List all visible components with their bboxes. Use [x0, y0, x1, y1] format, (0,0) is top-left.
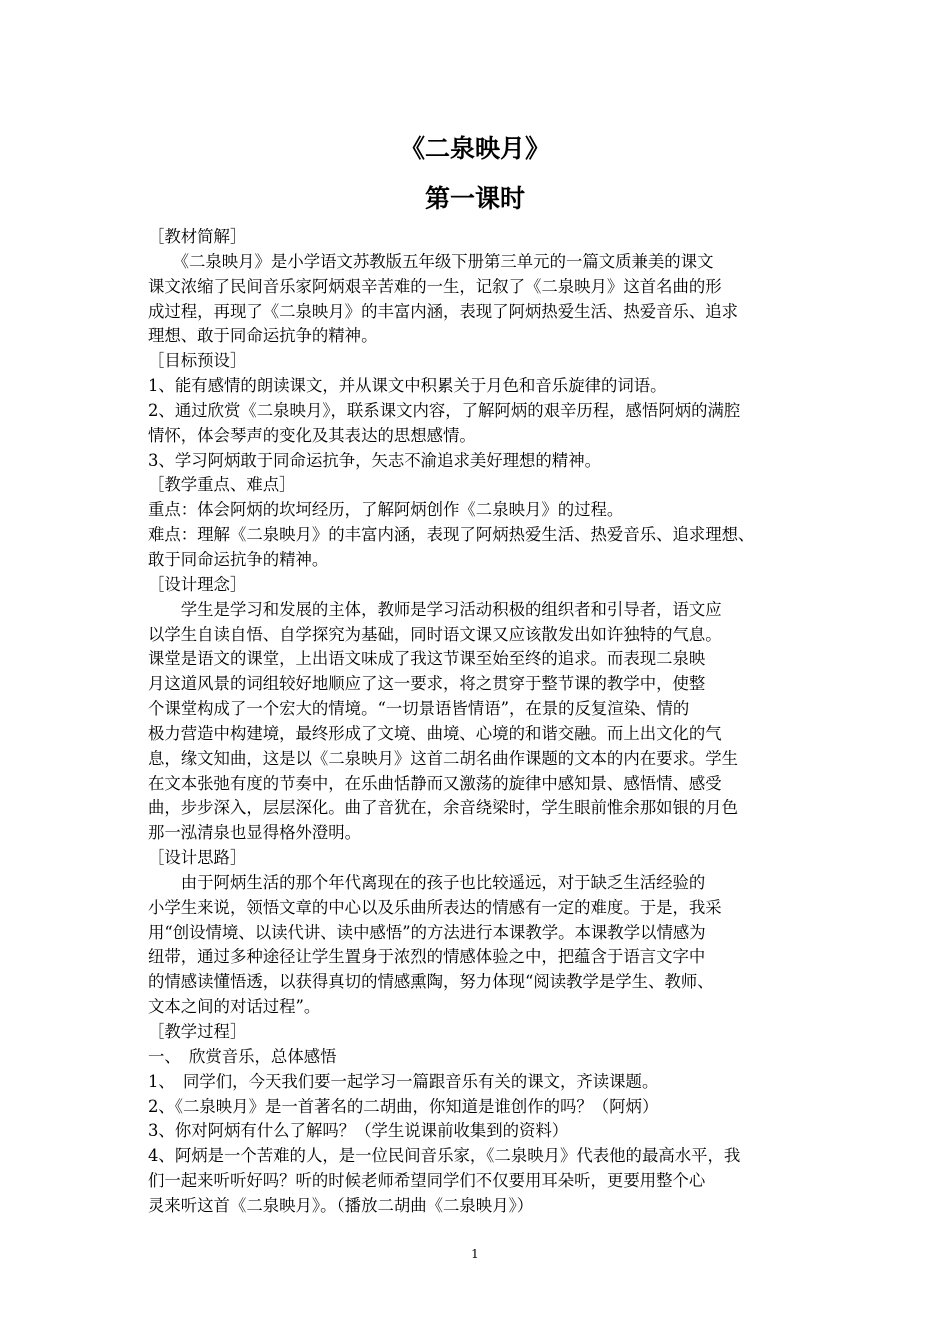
section-heading: ［教学过程］ [148, 1022, 247, 1041]
section-heading: ［教材简解］ [148, 227, 247, 246]
text-line: 2、《二泉映月》是一首著名的二胡曲，你知道是谁创作的吗？（阿炳） [148, 1096, 659, 1116]
text-line: 学生是学习和发展的主体，教师是学习活动积极的组织者和引导者，语文应 [148, 599, 722, 619]
text-line: 理想、敢于同命运抗争的精神。 [148, 326, 378, 346]
text-line: 文本之间的对话过程”。 [148, 997, 321, 1017]
text-line: 用“创设情境、以读代讲、读中感悟”的方法进行本课教学。本课教学以情感为 [148, 922, 706, 942]
text-line: 1、 同学们，今天我们要一起学习一篇跟音乐有关的课文，齐读课题。 [148, 1071, 659, 1091]
text-line: 3、学习阿炳敢于同命运抗争，矢志不渝追求美好理想的精神。 [148, 450, 601, 470]
text-line: 成过程，再现了《二泉映月》的丰富内涵，表现了阿炳热爱生活、热爱音乐、追求 [148, 301, 739, 321]
text-line: 的情感读懂悟透，以获得真切的情感熏陶，努力体现“阅读教学是学生、教师、 [148, 972, 714, 992]
text-line: 在文本张弛有度的节奏中，在乐曲恬静而又激荡的旋律中感知景、感悟情、感受 [148, 773, 722, 793]
text-line: 小学生来说，领悟文章的中心以及乐曲所表达的情感有一定的难度。于是，我采 [148, 897, 722, 917]
text-line: 难点：理解《二泉映月》的丰富内涵，表现了阿炳热爱生活、热爱音乐、追求理想、 [148, 525, 755, 545]
section-heading: ［教学重点、难点］ [148, 475, 296, 495]
text-line: 极力营造中构建境，最终形成了文境、曲境、心境的和谐交融。而上出文化的气 [148, 723, 722, 743]
text-line: 息，缘文知曲，这是以《二泉映月》这首二胡名曲作课题的文本的内在要求。学生 [148, 748, 739, 768]
text-line: 《二泉映月》是小学语文苏教版五年级下册第三单元的一篇文质兼美的课文 [148, 251, 714, 271]
text-line: 情怀，体会琴声的变化及其表达的思想感情。 [148, 425, 476, 445]
page-number: 1 [471, 1247, 479, 1261]
text-line: 课堂是语文的课堂，上出语文味成了我这节课至始至终的追求。而表现二泉映 [148, 649, 706, 669]
text-line: 由于阿炳生活的那个年代离现在的孩子也比较遥远，对于缺乏生活经验的 [148, 872, 706, 892]
document-title: 《二泉映月》 [399, 134, 550, 163]
text-line: 重点：体会阿炳的坎坷经历，了解阿炳创作《二泉映月》的过程。 [148, 500, 624, 520]
section-heading: ［目标预设］ [148, 351, 247, 371]
text-line: 4、阿炳是一个苦难的人，是一位民间音乐家，《二泉映月》代表他的最高水平，我 [148, 1146, 741, 1166]
text-line: 们一起来听听好吗？听的时候老师希望同学们不仅要用耳朵听，更要用整个心 [148, 1171, 706, 1191]
section-heading: ［设计理念］ [148, 574, 247, 594]
text-line: 那一泓清泉也显得格外澄明。 [148, 823, 362, 843]
text-line: 敢于同命运抗争的精神。 [148, 549, 329, 569]
text-line: 一、 欣赏音乐，总体感悟 [148, 1046, 337, 1066]
text-line: 月这道风景的词组较好地顺应了这一要求，将之贯穿于整节课的教学中，使整 [148, 674, 706, 694]
text-line: 1、能有感情的朗读课文，并从课文中积累关于月色和音乐旋律的词语。 [148, 376, 667, 396]
text-line: 个课堂构成了一个宏大的情境。“一切景语皆情语”，在景的反复渲染、情的 [148, 699, 690, 719]
text-line: 曲，步步深入，层层深化。曲了音犹在，余音绕梁时，学生眼前惟余那如银的月色 [148, 798, 739, 818]
text-line: 灵来听这首《二泉映月》。（播放二胡曲《二泉映月》） [148, 1195, 534, 1215]
text-line: 课文浓缩了民间音乐家阿炳艰辛苦难的一生，记叙了《二泉映月》这首名曲的形 [148, 276, 722, 296]
document-body [148, 225, 808, 1219]
text-line: 2、通过欣赏《二泉映月》，联系课文内容，了解阿炳的艰辛历程，感悟阿炳的满腔 [148, 400, 741, 420]
lesson-subtitle: 第一课时 [424, 184, 525, 213]
text-line: 以学生自读自悟、自学探究为基础，同时语文课又应该散发出如许独特的气息。 [148, 624, 722, 644]
section-heading: ［设计思路］ [148, 848, 247, 868]
text-line: 纽带，通过多种途径让学生置身于浓烈的情感体验之中，把蕴含于语言文字中 [148, 947, 706, 967]
text-line: 3、你对阿炳有什么了解吗？（学生说课前收集到的资料） [148, 1121, 569, 1141]
